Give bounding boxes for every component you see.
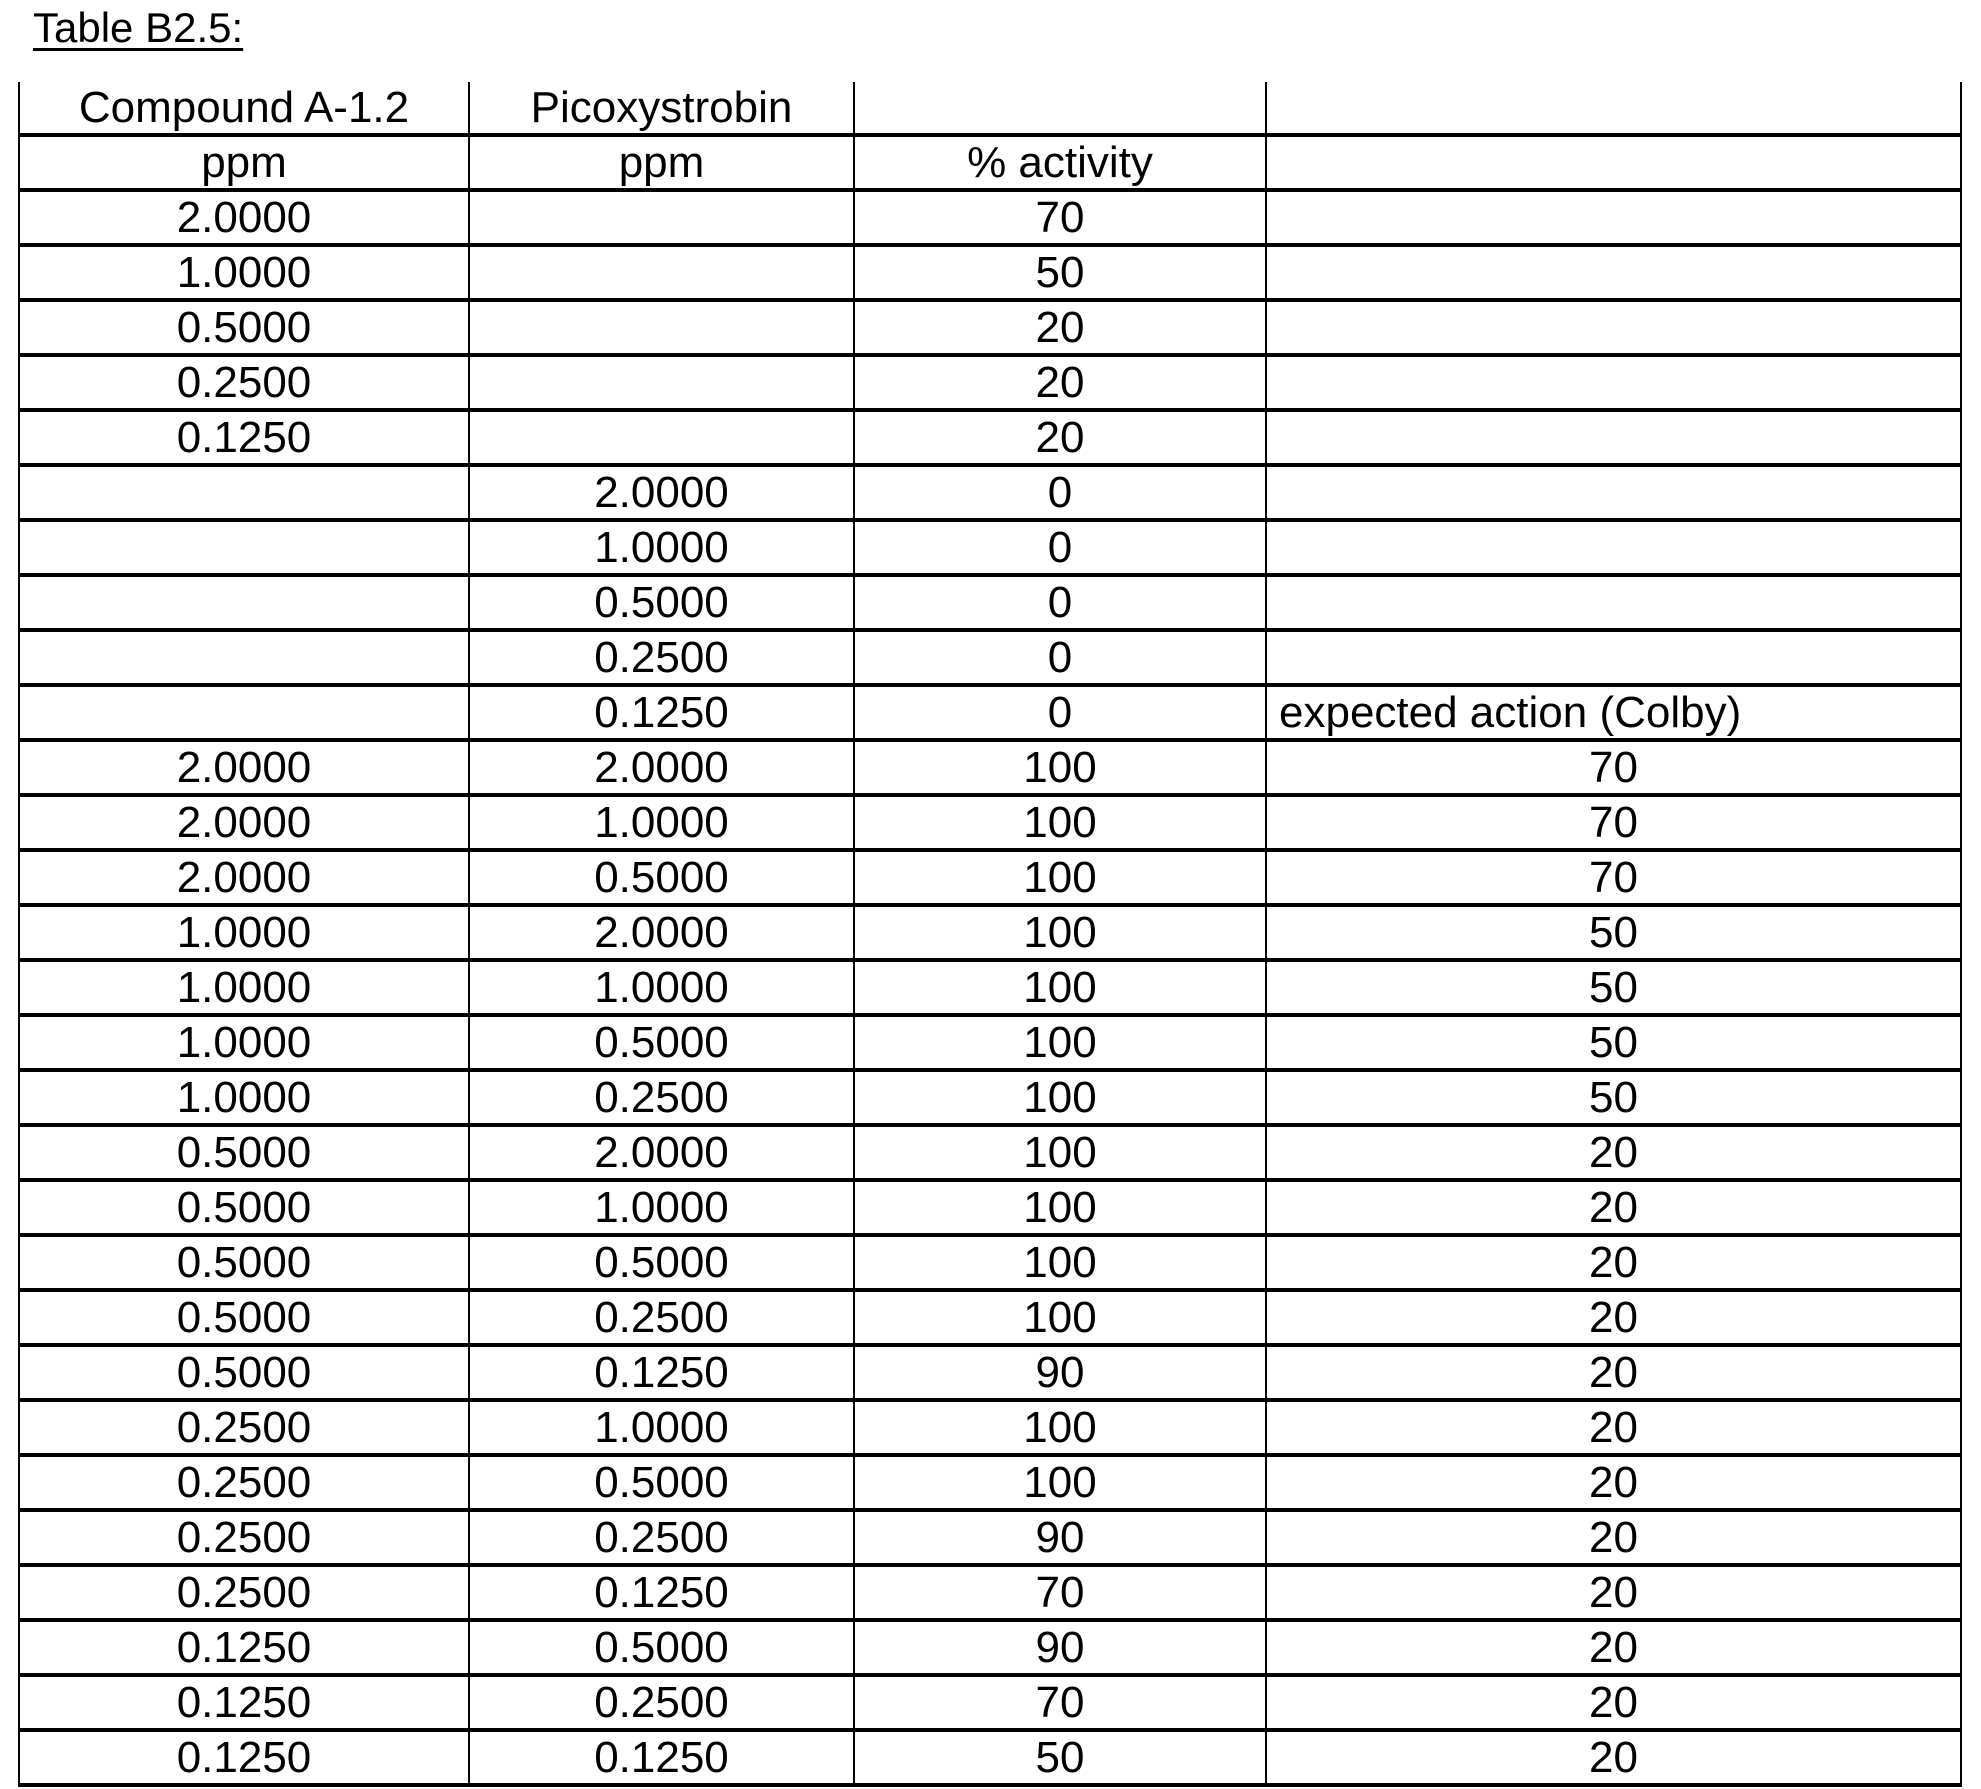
header-expected [1266,135,1961,190]
cell-compound-a-ppm: 0.1250 [19,410,469,465]
cell-compound-a-ppm: 0.5000 [19,1235,469,1290]
table-row [19,520,1961,575]
cell-compound-a-ppm [19,575,469,630]
cell-activity-percent: 100 [854,960,1266,1015]
header-empty-3 [854,82,1266,135]
cell-compound-a-ppm: 0.5000 [19,1180,469,1235]
cell-compound-a-ppm: 0.2500 [19,355,469,410]
cell-activity-percent: 100 [854,1125,1266,1180]
cell-expected-action: 20 [1266,1400,1961,1455]
cell-expected-action: 20 [1266,1565,1961,1620]
cell-activity-percent: 70 [854,1565,1266,1620]
cell-picoxystrobin-ppm: 0.5000 [469,1015,854,1070]
header-compound-a: Compound A-1.2 [19,82,469,135]
cell-expected-action [1266,410,1961,465]
cell-expected-action: 20 [1266,1510,1961,1565]
table-row [19,1565,1961,1620]
cell-expected-action [1266,575,1961,630]
cell-activity-percent: 50 [854,245,1266,300]
cell-activity-percent: 100 [854,795,1266,850]
cell-picoxystrobin-ppm: 1.0000 [469,520,854,575]
cell-activity-percent: 100 [854,905,1266,960]
cell-picoxystrobin-ppm [469,190,854,245]
table-row [19,1070,1961,1125]
cell-activity-percent: 0 [854,520,1266,575]
cell-picoxystrobin-ppm: 0.2500 [469,1675,854,1730]
cell-compound-a-ppm: 2.0000 [19,795,469,850]
cell-expected-action: 70 [1266,740,1961,795]
cell-compound-a-ppm: 0.2500 [19,1455,469,1510]
cell-expected-action: 20 [1266,1235,1961,1290]
cell-picoxystrobin-ppm: 0.1250 [469,1730,854,1785]
cell-activity-percent: 20 [854,300,1266,355]
table-row [19,1180,1961,1235]
table-row [19,1510,1961,1565]
table-row [19,465,1961,520]
header-row-compound-names [19,82,1961,135]
cell-expected-action: 20 [1266,1345,1961,1400]
cell-picoxystrobin-ppm [469,410,854,465]
cell-picoxystrobin-ppm: 1.0000 [469,795,854,850]
cell-activity-percent: 70 [854,190,1266,245]
cell-picoxystrobin-ppm: 1.0000 [469,1180,854,1235]
cell-compound-a-ppm: 1.0000 [19,245,469,300]
cell-expected-action [1266,465,1961,520]
cell-picoxystrobin-ppm: 0.5000 [469,1455,854,1510]
cell-activity-percent: 100 [854,1180,1266,1235]
cell-compound-a-ppm: 1.0000 [19,905,469,960]
table-row [19,355,1961,410]
cell-activity-percent: 90 [854,1345,1266,1400]
cell-expected-action: 50 [1266,905,1961,960]
cell-activity-percent: 0 [854,575,1266,630]
cell-picoxystrobin-ppm: 0.2500 [469,1290,854,1345]
cell-compound-a-ppm: 2.0000 [19,740,469,795]
table-row [19,1620,1961,1675]
cell-compound-a-ppm [19,685,469,740]
table-row [19,410,1961,465]
cell-expected-action: expected action (Colby) [1266,685,1961,740]
cell-expected-action: 20 [1266,1455,1961,1510]
cell-activity-percent: 90 [854,1510,1266,1565]
cell-expected-action: 20 [1266,1675,1961,1730]
cell-activity-percent: 100 [854,1070,1266,1125]
header-picoxystrobin: Picoxystrobin [469,82,854,135]
table-row [19,1400,1961,1455]
cell-picoxystrobin-ppm: 0.5000 [469,575,854,630]
header-activity: % activity [854,135,1266,190]
cell-expected-action: 20 [1266,1125,1961,1180]
cell-picoxystrobin-ppm: 0.2500 [469,1070,854,1125]
cell-picoxystrobin-ppm: 0.5000 [469,1620,854,1675]
cell-picoxystrobin-ppm: 2.0000 [469,905,854,960]
cell-expected-action [1266,300,1961,355]
cell-expected-action [1266,245,1961,300]
cell-compound-a-ppm: 0.1250 [19,1675,469,1730]
cell-picoxystrobin-ppm: 0.1250 [469,1345,854,1400]
cell-activity-percent: 100 [854,1400,1266,1455]
cell-expected-action [1266,190,1961,245]
cell-activity-percent: 100 [854,1290,1266,1345]
cell-expected-action: 50 [1266,960,1961,1015]
cell-activity-percent: 20 [854,410,1266,465]
table-row [19,1730,1961,1785]
cell-compound-a-ppm: 0.5000 [19,300,469,355]
header-empty-4 [1266,82,1961,135]
cell-compound-a-ppm: 0.2500 [19,1565,469,1620]
cell-picoxystrobin-ppm [469,355,854,410]
table-row [19,1455,1961,1510]
table-row [19,1345,1961,1400]
cell-activity-percent: 100 [854,740,1266,795]
table-row [19,1235,1961,1290]
cell-picoxystrobin-ppm: 1.0000 [469,1400,854,1455]
cell-compound-a-ppm: 0.1250 [19,1730,469,1785]
cell-compound-a-ppm [19,520,469,575]
cell-compound-a-ppm [19,465,469,520]
cell-expected-action [1266,630,1961,685]
cell-picoxystrobin-ppm [469,300,854,355]
table-row [19,850,1961,905]
table-row [19,1290,1961,1345]
cell-picoxystrobin-ppm: 0.5000 [469,1235,854,1290]
cell-expected-action: 70 [1266,795,1961,850]
cell-compound-a-ppm: 0.2500 [19,1400,469,1455]
table-row [19,1015,1961,1070]
table-row [19,245,1961,300]
cell-expected-action: 20 [1266,1730,1961,1785]
cell-activity-percent: 0 [854,465,1266,520]
cell-compound-a-ppm: 2.0000 [19,850,469,905]
cell-picoxystrobin-ppm: 2.0000 [469,465,854,520]
cell-expected-action: 20 [1266,1290,1961,1345]
cell-compound-a-ppm: 0.1250 [19,1620,469,1675]
cell-expected-action: 50 [1266,1070,1961,1125]
cell-picoxystrobin-ppm: 0.1250 [469,685,854,740]
cell-compound-a-ppm [19,630,469,685]
cell-activity-percent: 100 [854,850,1266,905]
cell-compound-a-ppm: 0.5000 [19,1125,469,1180]
cell-activity-percent: 20 [854,355,1266,410]
cell-activity-percent: 100 [854,1455,1266,1510]
table-row [19,740,1961,795]
cell-activity-percent: 0 [854,630,1266,685]
cell-picoxystrobin-ppm: 0.5000 [469,850,854,905]
cell-picoxystrobin-ppm: 2.0000 [469,1125,854,1180]
cell-expected-action: 70 [1266,850,1961,905]
cell-compound-a-ppm: 1.0000 [19,1070,469,1125]
table-row [19,575,1961,630]
cell-picoxystrobin-ppm: 1.0000 [469,960,854,1015]
cell-expected-action: 50 [1266,1015,1961,1070]
cell-picoxystrobin-ppm: 0.2500 [469,630,854,685]
cell-activity-percent: 70 [854,1675,1266,1730]
table-row [19,1125,1961,1180]
cell-expected-action [1266,355,1961,410]
table-row [19,960,1961,1015]
results-table [18,82,1962,1787]
table-row [19,190,1961,245]
cell-activity-percent: 0 [854,685,1266,740]
cell-activity-percent: 100 [854,1015,1266,1070]
cell-compound-a-ppm: 0.2500 [19,1510,469,1565]
table-title: Table B2.5: [33,4,244,51]
cell-expected-action [1266,520,1961,575]
cell-expected-action: 20 [1266,1180,1961,1235]
header-compound-a-unit: ppm [19,135,469,190]
header-picoxystrobin-unit: ppm [469,135,854,190]
cell-compound-a-ppm: 1.0000 [19,1015,469,1070]
table-row [19,795,1961,850]
table-row [19,685,1961,740]
table-row [19,630,1961,685]
header-row-units [19,135,1961,190]
cell-compound-a-ppm: 1.0000 [19,960,469,1015]
table-row [19,300,1961,355]
table-row [19,1675,1961,1730]
cell-activity-percent: 50 [854,1730,1266,1785]
cell-activity-percent: 100 [854,1235,1266,1290]
cell-picoxystrobin-ppm [469,245,854,300]
cell-picoxystrobin-ppm: 0.1250 [469,1565,854,1620]
cell-compound-a-ppm: 0.5000 [19,1345,469,1400]
cell-activity-percent: 90 [854,1620,1266,1675]
cell-expected-action: 20 [1266,1620,1961,1675]
cell-compound-a-ppm: 0.5000 [19,1290,469,1345]
cell-picoxystrobin-ppm: 2.0000 [469,740,854,795]
table-row [19,905,1961,960]
cell-compound-a-ppm: 2.0000 [19,190,469,245]
cell-picoxystrobin-ppm: 0.2500 [469,1510,854,1565]
